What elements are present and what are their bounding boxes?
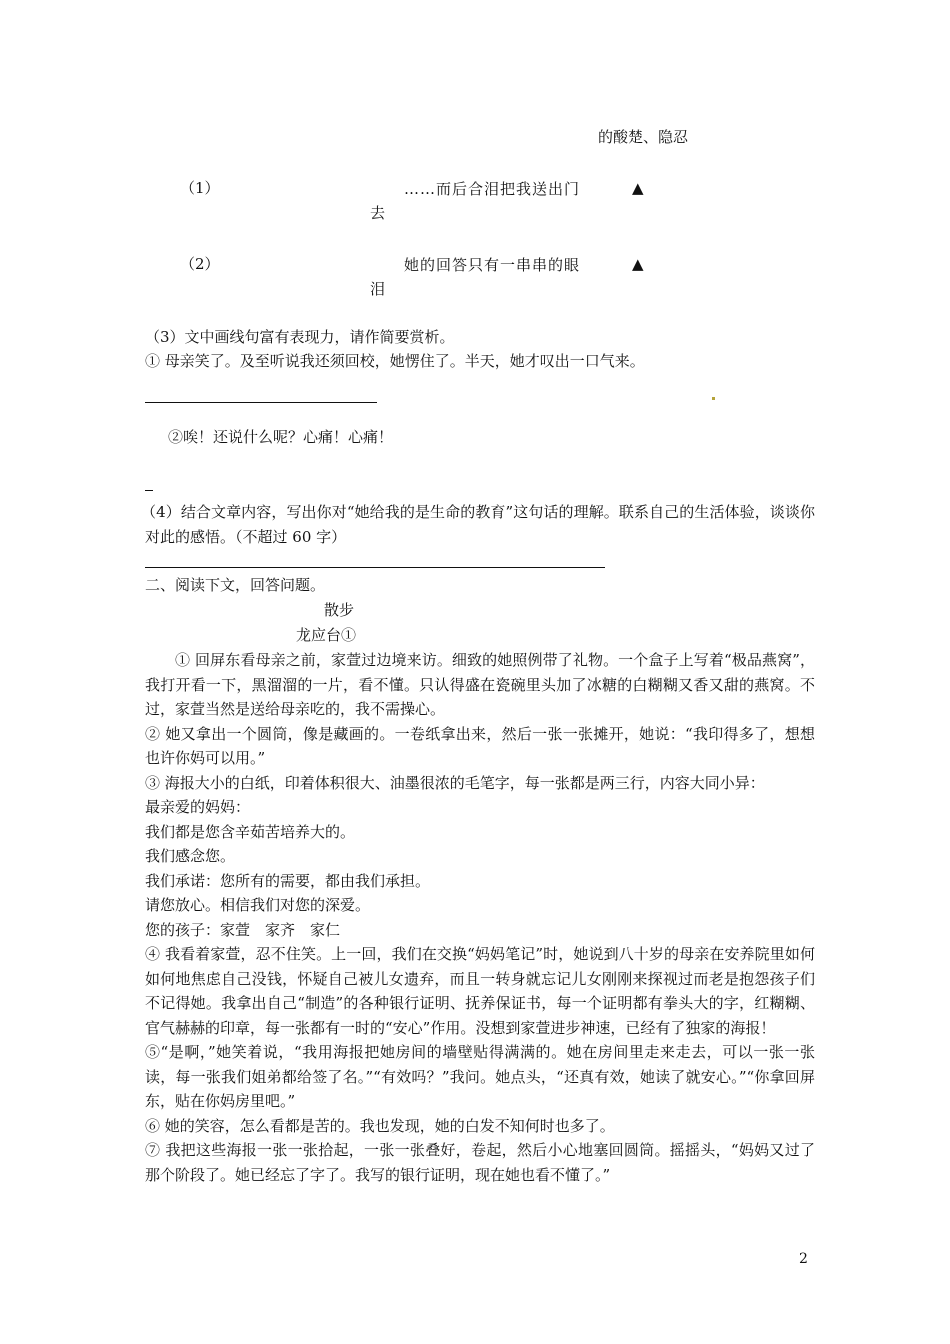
paragraph-5: ⑤“是啊，”她笑着说，“我用海报把她房间的墙壁贴得满满的。她在房间里走来走去，可以一张一张读，每一张我们姐弟都给签了名。”“有效吗？”我问。她点头，“还真有效，她读了就安心。”“你拿回屏东，贴在你妈房里吧。” [145, 1043, 815, 1110]
page-number: 2 [799, 1251, 808, 1267]
poster-line-4: 请您放心。相信我们对您的深爱。 [145, 896, 371, 914]
essay-title: 散步 [324, 601, 355, 619]
essay-body [145, 648, 815, 1187]
answer-line-2 [145, 490, 153, 491]
row-2-number: （2） [180, 255, 220, 273]
poster-signature: 您的孩子：家萱 家齐 家仁 [145, 920, 341, 939]
poster-line-2: 我们感念您。 [145, 847, 236, 865]
decorative-dot [712, 397, 715, 400]
row-2-marker: ▲ [632, 255, 644, 273]
paragraph-6: ⑥ 她的笑容，怎么看都是苦的。我也发现，她的白发不知何时也多了。 [145, 1116, 615, 1135]
poster-line-3: 我们承诺：您所有的需要，都由我们承担。 [145, 871, 431, 890]
paragraph-7: ⑦ 我把这些海报一张一张拾起，一张一张叠好，卷起，然后小心地塞回圆筒。摇摇头，“妈妈又过了那个阶段了。她已经忘了字了。我写的银行证明，现在她也看不懂了。” [145, 1141, 815, 1184]
row-1-marker: ▲ [632, 179, 644, 197]
row-1-number: （1） [180, 179, 220, 197]
paragraph-4: ④ 我看着家萱，忍不住笑。上一回，我们在交换“妈妈笔记”时，她说到八十岁的母亲在安养院里如何如何地焦虑自己没钱，怀疑自己被儿女遗弃，而且一转身就忘记儿女刚刚来探视过而老是抱怨孩子们不记得她。我拿出自己“制造”的各种银行证明、抚养保证书，每一个证明都有拳头大的字，红糊糊、官气赫赫的印章，每一张都有一时的“安心”作用。没想到家萱进步神速，已经有了独家的海报！ [145, 945, 815, 1037]
poster-line-1: 我们都是您含辛茹苦培养大的。 [145, 822, 356, 841]
q4-prompt: （4）结合文章内容，写出你对“她给我的是生命的教育”这句话的理解。联系自己的生活体验，谈谈你对此的感悟。（不超过 60 字） [141, 503, 815, 546]
answer-line-1 [145, 402, 377, 403]
answer-line-3 [145, 567, 605, 568]
paragraph-1: ① 回屏东看母亲之前，家萱过边境来访。细致的她照例带了礼物。一个盒子上写着“极品燕窝”，我打开看一下，黑溜溜的一片，看不懂。只认得盛在瓷碗里头加了冰糖的白糊糊又香又甜的燕窝。不过，家萱当然是送给母亲吃的，我不需操心。 [145, 651, 815, 718]
q3-item-2: ②唉！还说什么呢？心痛！心痛！ [168, 428, 394, 446]
section-heading: 二、阅读下文，回答问题。 [145, 576, 326, 594]
table-header-cell: 的酸楚、隐忍 [598, 128, 689, 146]
paragraph-3: ③ 海报大小的白纸，印着体积很大、油墨很浓的毛笔字，每一张都是两三行，内容大同小异： [145, 773, 765, 792]
row-1-text: ……而后合泪把我送出门去 [370, 180, 581, 222]
q3-item-1: ① 母亲笑了。及至听说我还须回校，她愣住了。半天，她才叹出一口气来。 [145, 352, 645, 370]
row-2-text: 她的回答只有一串串的眼泪 [370, 256, 581, 298]
paragraph-2: ② 她又拿出一个圆筒，像是藏画的。一卷纸拿出来，然后一张一张摊开，她说：“我印得多了，想想也许你妈可以用。” [145, 724, 815, 767]
q3-prompt: （3）文中画线句富有表现力，请作简要赏析。 [145, 328, 455, 346]
poster-salutation: 最亲爱的妈妈： [145, 798, 251, 816]
essay-author: 龙应台① [296, 626, 357, 644]
